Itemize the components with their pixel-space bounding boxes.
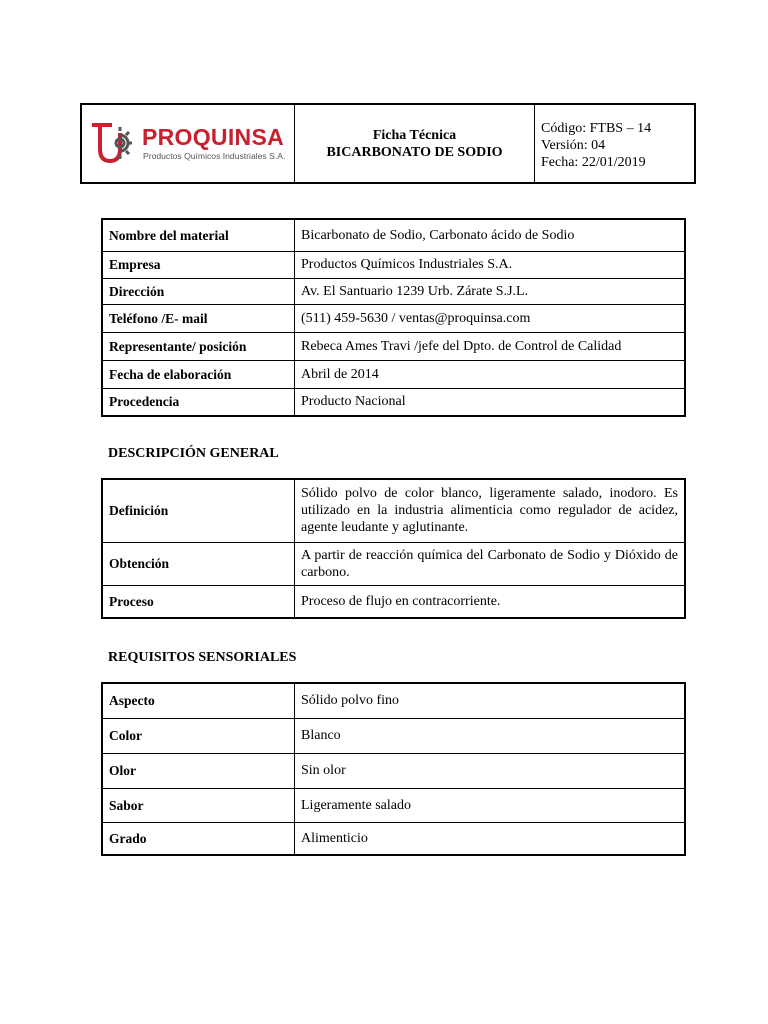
title-line-1: Ficha Técnica <box>372 127 457 143</box>
row-label: Empresa <box>102 251 295 278</box>
row-label: Olor <box>102 753 295 788</box>
table-row <box>102 479 685 542</box>
row-label: Fecha de elaboración <box>102 360 295 388</box>
proquinsa-logo-icon <box>90 119 138 171</box>
row-value: Producto Nacional <box>295 388 686 416</box>
table-row <box>102 585 685 618</box>
table-row <box>102 542 685 585</box>
company-logo <box>82 105 295 182</box>
table-row <box>102 304 685 332</box>
brand-name: PROQUINSA <box>142 124 284 150</box>
row-label: Grado <box>102 822 295 855</box>
table-row <box>102 753 685 788</box>
row-label: Procedencia <box>102 388 295 416</box>
info-table <box>101 218 686 417</box>
document-meta <box>535 105 694 182</box>
table-row <box>102 278 685 304</box>
row-value: Bicarbonato de Sodio, Carbonato ácido de Sodio <box>295 219 686 251</box>
row-value: Productos Químicos Industriales S.A. <box>295 251 686 278</box>
table-row <box>102 332 685 360</box>
document-header <box>80 103 696 184</box>
section-title-sensoriales: REQUISITOS SENSORIALES <box>108 650 297 665</box>
row-value: Alimenticio <box>295 822 686 855</box>
row-value: A partir de reacción química del Carbonato de Sodio y Dióxido de carbono. <box>295 542 686 585</box>
table-row <box>102 822 685 855</box>
row-value: Sólido polvo fino <box>295 683 686 718</box>
document-date: Fecha: 22/01/2019 <box>541 155 646 170</box>
row-value: Proceso de flujo en contracorriente. <box>295 585 686 618</box>
row-value: Abril de 2014 <box>295 360 686 388</box>
document-title <box>295 105 535 182</box>
row-label: Sabor <box>102 788 295 822</box>
row-label: Obtención <box>102 542 295 585</box>
row-value: Ligeramente salado <box>295 788 686 822</box>
title-line-2: BICARBONATO DE SODIO <box>326 144 503 160</box>
row-value: Sin olor <box>295 753 686 788</box>
sensoriales-table <box>101 682 686 856</box>
row-label: Definición <box>102 479 295 542</box>
table-row <box>102 219 685 251</box>
row-label: Nombre del material <box>102 219 295 251</box>
row-value: Rebeca Ames Travi /jefe del Dpto. de Control de Calidad <box>295 332 686 360</box>
table-row <box>102 683 685 718</box>
document-code: Código: FTBS – 14 <box>541 121 652 136</box>
table-row <box>102 251 685 278</box>
row-label: Dirección <box>102 278 295 304</box>
document-version: Versión: 04 <box>541 138 606 153</box>
row-value: (511) 459-5630 / ventas@proquinsa.com <box>295 304 686 332</box>
row-label: Proceso <box>102 585 295 618</box>
row-label: Color <box>102 718 295 753</box>
descripcion-table <box>101 478 686 619</box>
row-value: Blanco <box>295 718 686 753</box>
row-label: Teléfono /E- mail <box>102 304 295 332</box>
row-value: Av. El Santuario 1239 Urb. Zárate S.J.L. <box>295 278 686 304</box>
row-label: Aspecto <box>102 683 295 718</box>
row-label: Representante/ posición <box>102 332 295 360</box>
section-title-descripcion: DESCRIPCIÓN GENERAL <box>108 446 279 461</box>
table-row <box>102 788 685 822</box>
table-row <box>102 718 685 753</box>
table-row <box>102 360 685 388</box>
table-row <box>102 388 685 416</box>
row-value: Sólido polvo de color blanco, ligeramente salado, inodoro. Es utilizado en la industria alimenticia como regulador de acidez, agente leudante y aglutinante. <box>295 479 686 542</box>
brand-subtitle: Productos Químicos Industriales S.A. <box>143 151 286 161</box>
